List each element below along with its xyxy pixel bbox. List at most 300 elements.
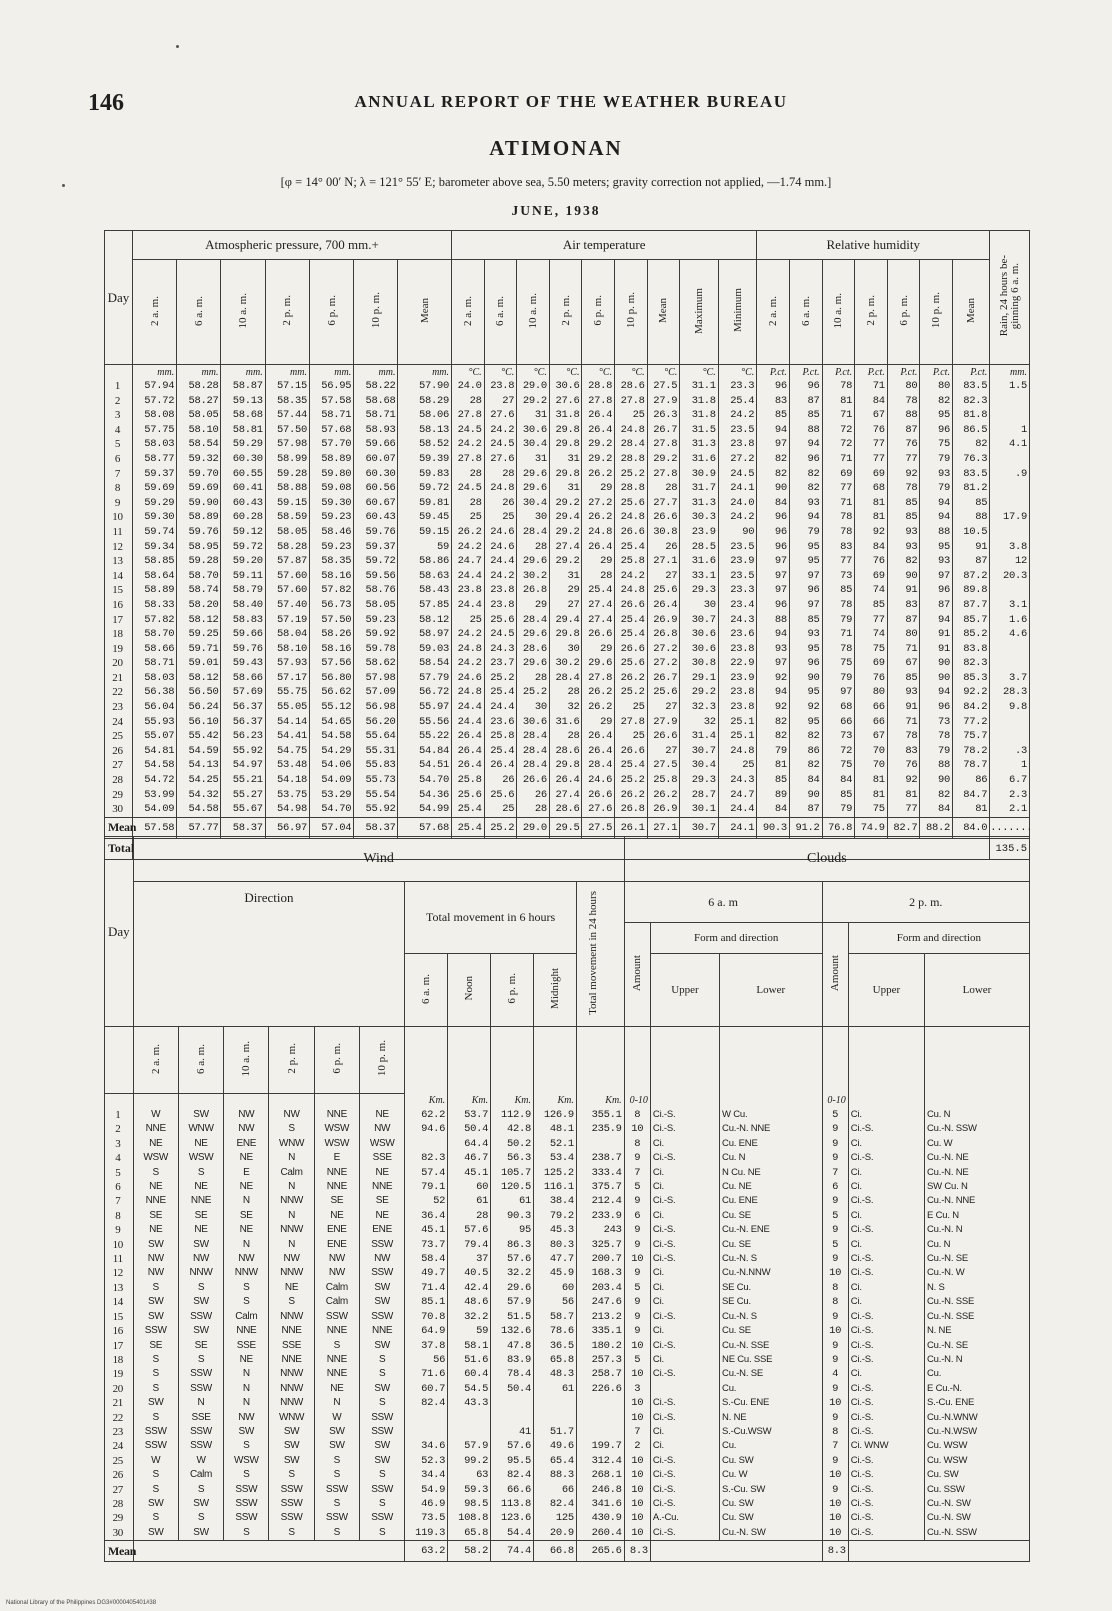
table-row (105, 1295, 1030, 1309)
data-cell: 29.3 (680, 583, 718, 598)
data-cell: SW (133, 1295, 178, 1309)
data-cell: Cu. SSW (925, 1483, 1030, 1497)
data-cell: 26.2 (615, 788, 648, 803)
data-cell: 4.1 (990, 437, 1030, 452)
data-cell: 85 (789, 613, 822, 628)
data-cell: 27.6 (582, 802, 615, 817)
day-cell: 20 (105, 656, 133, 671)
data-cell: SSE (224, 1339, 269, 1353)
data-cell: SSW (133, 1324, 178, 1338)
data-cell: 76.3 (952, 452, 989, 467)
data-cell: 85 (789, 408, 822, 423)
spacer (925, 1027, 1030, 1094)
day-cell: 25 (105, 729, 133, 744)
data-cell (534, 1396, 577, 1410)
table-row (105, 788, 1030, 803)
data-cell: 105.7 (491, 1166, 534, 1180)
data-cell: 94 (757, 685, 790, 700)
data-cell: SW (269, 1425, 314, 1439)
data-cell: 52.1 (534, 1137, 577, 1151)
data-cell: 57.50 (265, 423, 309, 438)
table-row (105, 1497, 1030, 1511)
data-cell: 26.6 (647, 510, 680, 525)
month-title: JUNE, 1938 (511, 203, 601, 218)
data-cell: Ci.-S. (650, 1252, 719, 1266)
data-cell: N. NE (925, 1324, 1030, 1338)
data-cell: 34.6 (405, 1439, 448, 1453)
data-cell: N (314, 1396, 359, 1410)
data-cell: 91 (952, 540, 989, 555)
data-cell: 26.2 (647, 788, 680, 803)
unit-cell: P.ct. (822, 365, 855, 380)
data-cell: 51.5 (491, 1310, 534, 1324)
unit-cell: °C. (549, 365, 582, 380)
data-cell: 9 (822, 1454, 848, 1468)
data-cell: 60.43 (221, 496, 265, 511)
data-cell: W (314, 1411, 359, 1425)
data-cell: 79 (822, 613, 855, 628)
data-cell: 58.99 (265, 452, 309, 467)
data-cell: 41 (491, 1425, 534, 1439)
data-cell: 28.8 (615, 452, 648, 467)
data-cell: NE (314, 1382, 359, 1396)
data-cell: 10 (624, 1468, 650, 1482)
data-cell (448, 1425, 491, 1439)
data-cell: 10 (624, 1511, 650, 1525)
data-cell: 69 (855, 656, 888, 671)
data-cell: 61 (534, 1382, 577, 1396)
data-cell: 26.9 (647, 802, 680, 817)
data-cell: 212.4 (576, 1194, 624, 1208)
data-cell: Ci.-S. (650, 1454, 719, 1468)
data-cell: 10 (624, 1367, 650, 1381)
data-cell: 77 (855, 437, 888, 452)
temperature-group-header: Air temperature (452, 231, 757, 260)
data-cell: NE (224, 1353, 269, 1367)
data-cell: SSE (269, 1339, 314, 1353)
day-cell: 5 (105, 1166, 134, 1180)
data-cell: Cu.-N. SW (720, 1526, 823, 1541)
data-cell: 25 (615, 408, 648, 423)
data-cell: 58.08 (132, 408, 176, 423)
data-cell: 108.8 (448, 1511, 491, 1525)
data-cell: 56.04 (132, 700, 176, 715)
data-cell: 26.8 (615, 802, 648, 817)
data-cell: 247.6 (576, 1295, 624, 1309)
data-cell: E (224, 1166, 269, 1180)
data-cell: 99.2 (448, 1454, 491, 1468)
data-cell: 29 (517, 598, 550, 613)
data-cell: 77 (887, 802, 920, 817)
data-cell (405, 1411, 448, 1425)
day-cell: 24 (105, 715, 133, 730)
data-cell: 27.4 (549, 788, 582, 803)
table-row (105, 642, 1030, 657)
data-cell: 80 (887, 379, 920, 394)
data-cell: 28 (549, 685, 582, 700)
data-cell: .3 (990, 744, 1030, 759)
data-cell: 32.2 (448, 1310, 491, 1324)
table-row (105, 394, 1030, 409)
data-cell: 59 (448, 1324, 491, 1338)
data-cell: 54.5 (448, 1382, 491, 1396)
unit-cell: mm. (354, 365, 398, 380)
data-cell: Cu.-N. SW (925, 1511, 1030, 1525)
data-cell: 29.2 (549, 525, 582, 540)
data-cell: 120.5 (491, 1180, 534, 1194)
data-cell: WNW (269, 1137, 314, 1151)
mean-row (105, 1541, 1030, 1562)
data-cell: 57.70 (309, 437, 353, 452)
data-cell: 46.7 (448, 1151, 491, 1165)
data-cell: 9 (822, 1339, 848, 1353)
data-cell: 86.5 (952, 423, 989, 438)
unit-spacer (720, 1094, 823, 1109)
data-cell: 85 (757, 773, 790, 788)
data-cell: Calm (314, 1295, 359, 1309)
data-cell: 59.69 (132, 481, 176, 496)
data-cell: NE (133, 1180, 178, 1194)
data-cell: 58.7 (534, 1310, 577, 1324)
data-cell: 59.92 (354, 627, 398, 642)
data-cell: 48.1 (534, 1122, 577, 1136)
data-cell: 9 (822, 1252, 848, 1266)
data-cell (990, 394, 1030, 409)
data-cell: 93 (789, 627, 822, 642)
mean-cell: 56.97 (265, 817, 309, 838)
data-cell: 9.8 (990, 700, 1030, 715)
data-cell: 29.4 (549, 510, 582, 525)
table-row (105, 758, 1030, 773)
data-cell: 66.6 (491, 1483, 534, 1497)
day-cell: 18 (105, 627, 133, 642)
data-cell: S (133, 1511, 178, 1525)
data-cell: 57.6 (448, 1223, 491, 1237)
data-cell: 26.4 (452, 744, 485, 759)
table-row (105, 1310, 1030, 1324)
data-cell: 58.40 (221, 598, 265, 613)
data-cell: 9 (822, 1310, 848, 1324)
data-cell: 28 (452, 496, 485, 511)
data-cell: 29.2 (549, 554, 582, 569)
data-cell: 54.4 (491, 1526, 534, 1541)
data-cell: 78 (920, 729, 953, 744)
data-cell: Cu.-N. SSW (925, 1122, 1030, 1136)
data-cell: 25.4 (718, 394, 757, 409)
data-cell: 69 (855, 569, 888, 584)
data-cell (990, 656, 1030, 671)
data-cell: S (269, 1295, 314, 1309)
data-cell: 58.70 (177, 569, 221, 584)
data-cell: 32.3 (680, 700, 718, 715)
data-cell: 29.2 (582, 452, 615, 467)
data-cell: 27 (647, 569, 680, 584)
data-cell: 57.6 (491, 1252, 534, 1266)
day-header: Day (105, 837, 134, 1027)
data-cell: 88 (789, 423, 822, 438)
data-cell: 54.70 (398, 773, 452, 788)
data-cell: 58.83 (221, 613, 265, 628)
data-cell: 69 (855, 467, 888, 482)
data-cell: 6.7 (990, 773, 1030, 788)
data-cell: 30.9 (680, 467, 718, 482)
unit-spacer (224, 1094, 269, 1109)
data-cell: SSW (178, 1382, 223, 1396)
data-cell: 10 (624, 1526, 650, 1541)
data-cell: NW (178, 1252, 223, 1266)
data-cell: 31.3 (680, 437, 718, 452)
data-cell: 30.8 (680, 656, 718, 671)
table-row (105, 1454, 1030, 1468)
data-cell: 10 (624, 1339, 650, 1353)
data-cell: 56.98 (354, 700, 398, 715)
data-cell: 24.3 (484, 642, 517, 657)
cloud-layer-header: Upper (848, 954, 924, 1027)
data-cell: 10 (624, 1411, 650, 1425)
data-cell: 58.10 (177, 423, 221, 438)
data-cell: Ci.-S. (848, 1483, 924, 1497)
temperature-col-header: Maximum (680, 260, 718, 365)
day-cell: 7 (105, 1194, 134, 1208)
data-cell: 10.5 (952, 525, 989, 540)
data-cell: 97 (757, 656, 790, 671)
amount-6am-header: Amount (624, 923, 650, 1027)
data-cell: 9 (624, 1194, 650, 1208)
data-cell: 72 (822, 744, 855, 759)
data-cell: Calm (269, 1166, 314, 1180)
data-cell: 60.30 (221, 452, 265, 467)
data-cell: SSW (133, 1439, 178, 1453)
data-cell: 10 (624, 1497, 650, 1511)
data-cell: 23.6 (484, 715, 517, 730)
data-cell: 28.4 (549, 671, 582, 686)
data-cell: 23.5 (718, 423, 757, 438)
data-cell: 28 (448, 1209, 491, 1223)
data-cell: 25.6 (615, 656, 648, 671)
data-cell: 57.87 (265, 554, 309, 569)
data-cell: 75 (920, 437, 953, 452)
data-cell: 25.4 (615, 627, 648, 642)
data-cell: 54.81 (132, 744, 176, 759)
data-cell: 24.2 (452, 627, 485, 642)
data-cell: Cu.-N.WNW (925, 1411, 1030, 1425)
data-cell: 56.20 (354, 715, 398, 730)
data-cell: S (178, 1483, 223, 1497)
data-cell: 58.88 (265, 481, 309, 496)
day-cell: 25 (105, 1454, 134, 1468)
data-cell: 95 (789, 540, 822, 555)
table-row (105, 685, 1030, 700)
data-cell: 28.6 (517, 642, 550, 657)
data-cell: 59.76 (177, 525, 221, 540)
data-cell: 92 (855, 525, 888, 540)
mean-cell: 29.5 (549, 817, 582, 838)
humidity-col-header: 6 p. m. (887, 260, 920, 365)
table-row (105, 554, 1030, 569)
data-cell: 57.93 (265, 656, 309, 671)
data-cell: 30 (680, 598, 718, 613)
data-cell: Ci. (650, 1180, 719, 1194)
data-cell: 29.8 (549, 627, 582, 642)
running-head: ANNUAL REPORT OF THE WEATHER BUREAU (354, 92, 788, 111)
data-cell: 95 (789, 642, 822, 657)
mean-cell: 57.58 (132, 817, 176, 838)
rain-total: 135.5 (990, 838, 1030, 859)
data-cell: 31.7 (680, 481, 718, 496)
spacer (848, 1027, 924, 1094)
data-cell: S (360, 1353, 405, 1367)
data-cell: 25.1 (718, 715, 757, 730)
data-cell: 59.83 (398, 467, 452, 482)
data-cell: Cu. SW (925, 1468, 1030, 1482)
data-cell (990, 729, 1030, 744)
data-cell: 48.3 (534, 1367, 577, 1381)
data-cell: 59.03 (398, 642, 452, 657)
mean-cell: 57.68 (398, 817, 452, 838)
data-cell: Ci. (650, 1324, 719, 1338)
data-cell: 28 (452, 394, 485, 409)
data-cell: SSW (224, 1483, 269, 1497)
data-cell: 54.51 (398, 758, 452, 773)
data-cell: 168.3 (576, 1266, 624, 1280)
data-cell: 52.3 (405, 1454, 448, 1468)
data-cell: 26.4 (452, 758, 485, 773)
data-cell: 59.34 (132, 540, 176, 555)
day-cell: 29 (105, 1511, 134, 1525)
data-cell: 94 (920, 613, 953, 628)
data-cell: 58.86 (398, 554, 452, 569)
table-row (105, 700, 1030, 715)
data-cell: 84 (789, 773, 822, 788)
data-cell: 24.2 (452, 540, 485, 555)
data-cell: 24.4 (452, 715, 485, 730)
day-cell: 28 (105, 773, 133, 788)
data-cell: N (269, 1180, 314, 1194)
data-cell: 24.2 (718, 408, 757, 423)
data-cell: 10 (624, 1454, 650, 1468)
data-cell: Ci. (650, 1425, 719, 1439)
data-cell: SE (314, 1194, 359, 1208)
data-cell: 58.05 (354, 598, 398, 613)
mean-cell: 58.37 (354, 817, 398, 838)
data-cell: 29.6 (517, 627, 550, 642)
data-cell: 29.6 (491, 1281, 534, 1295)
spacer (448, 1027, 491, 1094)
data-cell: 59.78 (354, 642, 398, 657)
data-cell: 92 (887, 467, 920, 482)
data-cell: 24.8 (452, 685, 485, 700)
table-row (105, 1483, 1030, 1497)
direction-col-header: 2 p. m. (269, 1027, 314, 1094)
data-cell: N. S (925, 1281, 1030, 1295)
data-cell: 82 (920, 788, 953, 803)
data-cell: 70 (855, 744, 888, 759)
data-cell: S (314, 1497, 359, 1511)
data-cell: 96 (789, 379, 822, 394)
data-cell: 88 (757, 613, 790, 628)
data-cell: 31.3 (680, 496, 718, 511)
data-cell: 29.0 (517, 379, 550, 394)
day-cell: 1 (105, 379, 133, 394)
data-cell: 59.29 (221, 437, 265, 452)
data-cell: 67 (887, 656, 920, 671)
data-cell: N (224, 1194, 269, 1208)
day-cell: 17 (105, 1339, 134, 1353)
table-row (105, 467, 1030, 482)
data-cell: 24.3 (718, 613, 757, 628)
data-cell: Ci.-S. (650, 1151, 719, 1165)
table-row (105, 540, 1030, 555)
data-cell: 93 (887, 525, 920, 540)
data-cell: 24.7 (452, 554, 485, 569)
data-cell: 81 (855, 788, 888, 803)
data-cell: 57.56 (309, 656, 353, 671)
data-cell: 70 (855, 758, 888, 773)
data-cell: NW (224, 1122, 269, 1136)
data-cell: 59.45 (398, 510, 452, 525)
data-cell: 3.7 (990, 671, 1030, 686)
data-cell: SSW (224, 1511, 269, 1525)
data-cell: 9 (822, 1411, 848, 1425)
unit-cell: mm. (132, 365, 176, 380)
data-cell: Cu. SW (720, 1497, 823, 1511)
units-row (105, 1094, 1030, 1109)
data-cell: 54.09 (309, 773, 353, 788)
data-cell: SSW (360, 1511, 405, 1525)
data-cell: 25.6 (647, 685, 680, 700)
data-cell: 27.8 (582, 394, 615, 409)
data-cell: Ci.-S. (650, 1468, 719, 1482)
unit-spacer (848, 1094, 924, 1109)
data-cell: 75 (855, 642, 888, 657)
data-cell: 45.3 (534, 1223, 577, 1237)
data-cell: Ci.-S. (650, 1367, 719, 1381)
data-cell: 28.7 (680, 788, 718, 803)
data-cell: SSW (224, 1497, 269, 1511)
data-cell: 57.9 (491, 1295, 534, 1309)
data-cell (990, 715, 1030, 730)
data-cell: 56.80 (309, 671, 353, 686)
data-cell: 25.2 (484, 671, 517, 686)
day-cell: 22 (105, 685, 133, 700)
data-cell (491, 1411, 534, 1425)
data-cell: 57.4 (405, 1166, 448, 1180)
data-cell: 56.37 (221, 715, 265, 730)
data-cell: 93 (920, 467, 953, 482)
data-cell: 83.5 (952, 379, 989, 394)
data-cell: 60.43 (354, 510, 398, 525)
data-cell: S (224, 1295, 269, 1309)
data-cell: 37.8 (405, 1339, 448, 1353)
day-cell: 11 (105, 1252, 134, 1266)
data-cell: S (360, 1468, 405, 1482)
data-cell: 23.8 (718, 437, 757, 452)
data-cell: N (178, 1396, 223, 1410)
data-cell: 36.4 (405, 1209, 448, 1223)
data-cell: 58.04 (265, 627, 309, 642)
data-cell: 116.1 (534, 1180, 577, 1194)
data-cell: 59.76 (221, 642, 265, 657)
data-cell: 28.8 (615, 481, 648, 496)
data-cell: 73.5 (405, 1511, 448, 1525)
data-cell: 76 (887, 437, 920, 452)
data-cell: 59 (398, 540, 452, 555)
data-cell: 24.2 (718, 510, 757, 525)
data-cell: NW (360, 1122, 405, 1136)
data-cell: 57.75 (132, 423, 176, 438)
data-cell: NNE (314, 1367, 359, 1381)
rain-header: Rain, 24 hours be- ginning 6 a. m. (990, 231, 1030, 365)
